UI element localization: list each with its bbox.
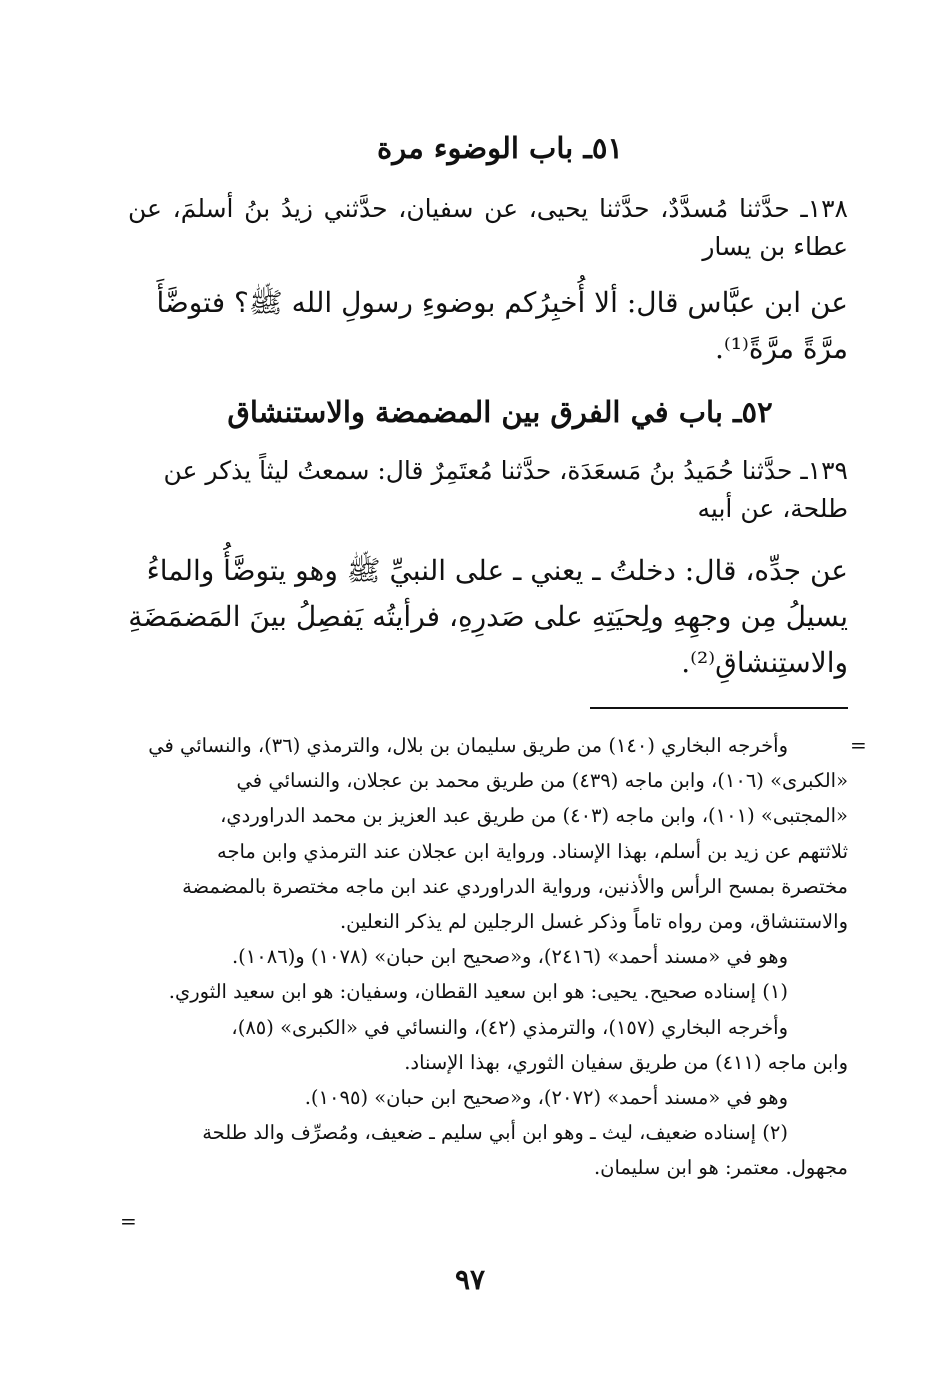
footnote-line: وهو في «مسند أحمد» (٢٠٧٢)، و«صحيح ابن حبان» (١٠٩٥). (304, 1086, 788, 1110)
chapter-heading-52: ٥٢ـ باب في الفرق بين المضمضة والاستنشاق (227, 395, 773, 429)
text-line: مرَّةً مرَّةً⁽¹⁾. (714, 332, 848, 365)
text-line: ١٣٩ـ حدَّثنا حُمَيدُ بنُ مَسعَدَة، حدَّثنا مُعتَمِرٌ قال: سمعتُ ليثاً يذكر عن (163, 456, 848, 485)
text-line: والاستِنشاقِ⁽²⁾. (681, 646, 848, 679)
text-line: طلحة، عن أبيه (697, 494, 848, 523)
hadith-138-isnad (128, 190, 848, 266)
footnote-continuation-mark: = (850, 733, 867, 757)
footnote-separator (590, 707, 848, 709)
page-number: ٩٧ (454, 1263, 486, 1296)
text-line: عن جدِّه، قال: دخلتُ ـ يعني ـ على النبيِّ ﷺ وهو يتوضَّأُ والماءُ (146, 554, 848, 587)
hadith-138-matn (128, 280, 848, 372)
footnote-line: «المجتبى» (١٠١)، وابن ماجه (٤٠٣) من طريق عبد العزيز بن محمد الدراوردي، (220, 804, 848, 828)
footnote-line: «الكبرى» (١٠٦)، وابن ماجه (٤٣٩) من طريق محمد بن عجلان، والنسائي في (236, 769, 848, 793)
footnote-line: مجهول. معتمر: هو ابن سليمان. (593, 1156, 848, 1180)
footnote-line: وأخرجه البخاري (١٥٧)، والترمذي (٤٢)، والنسائي في «الكبرى» (٨٥)، (231, 1015, 788, 1039)
footnote-line: وأخرجه البخاري (١٤٠) من طريق سليمان بن بلال، والترمذي (٣٦)، والنسائي في (148, 734, 788, 757)
footnote-1: (١) إسناده صحيح. يحيى: هو ابن سعيد القطان، وسفيان: هو ابن سعيد الثوري. (168, 980, 788, 1004)
footnote-line: ثلاثتهم عن زيد بن أسلم، بهذا الإسناد. ورواية ابن عجلان عند الترمذي وابن ماجه (216, 839, 848, 863)
footnotes (128, 728, 848, 1186)
footnote-end-mark: = (120, 1209, 137, 1233)
hadith-139-matn (128, 548, 848, 686)
footnote-line: مختصرة بمسح الرأس والأذنين، ورواية الدراوردي عند ابن ماجه مختصرة بالمضمضة (182, 874, 848, 898)
chapter-heading-51: ٥١ـ باب الوضوء مرة (377, 131, 623, 165)
footnote-2: (٢) إسناده ضعيف، ليث ـ وهو ابن أبي سليم ـ ضعيف، ومُصرِّف والد طلحة (202, 1121, 788, 1145)
footnote-line: وهو في «مسند أحمد» (٢٤١٦)، و«صحيح ابن حبان» (١٠٧٨) و(١٠٨٦). (231, 945, 788, 969)
text-line: ١٣٨ـ حدَّثنا مُسدَّدٌ، حدَّثنا يحيى، عن سفيان، حدَّثني زيدُ بنُ أسلمَ، عن (128, 194, 848, 223)
text-line: عن ابن عبَّاس قال: ألا أُخبِرُكم بوضوءِ رسولِ الله ﷺ؟ فتوضَّأَ (156, 286, 848, 319)
text-line: يسيلُ مِن وجهِهِ ولِحيَتِهِ على صَدرِهِ، فرأيتُه يَفصِلُ بينَ المَضمَضَةِ (128, 600, 848, 633)
text-line: عطاء بن يسار (702, 232, 848, 261)
footnote-line: والاستنشاق، ومن رواه تاماً وذكر غسل الرجلين لم يذكر النعلين. (339, 910, 848, 934)
hadith-139-isnad (128, 452, 848, 528)
footnote-line: وابن ماجه (٤١١) من طريق سفيان الثوري، بهذا الإسناد. (404, 1050, 848, 1074)
